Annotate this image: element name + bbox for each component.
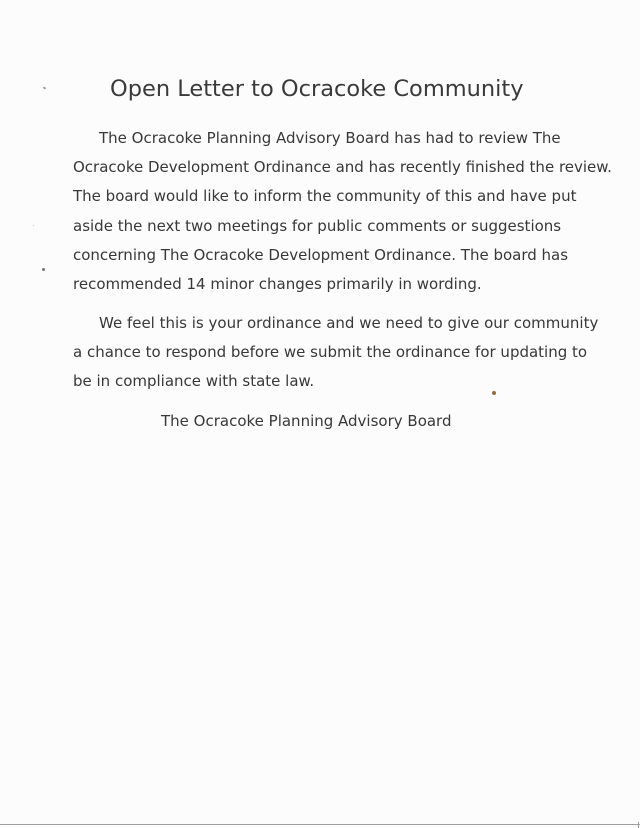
paragraph-line: a chance to respond before we submit the ordinance for updating to xyxy=(73,343,588,362)
paragraph-1 xyxy=(73,124,612,299)
paragraph-line: recommended 14 minor changes primarily in wording. xyxy=(73,275,482,294)
paragraph-line: concerning The Ocracoke Development Ordinance. The board has xyxy=(73,245,569,264)
scan-speck xyxy=(42,268,45,271)
scan-speck xyxy=(492,391,496,395)
paragraph-2 xyxy=(73,309,599,397)
signature: The Ocracoke Planning Advisory Board xyxy=(161,412,452,430)
paragraph-line: We feel this is your ordinance and we need to give our community xyxy=(99,314,599,332)
paragraph-line: The Ocracoke Planning Advisory Board has had to review The xyxy=(99,129,561,147)
paragraph-line: Ocracoke Development Ordinance and has recently finished the review. xyxy=(73,158,612,177)
scan-speck xyxy=(43,86,47,89)
scan-speck xyxy=(33,225,34,226)
letter-title: Open Letter to Ocracoke Community xyxy=(110,76,524,102)
paragraph-line: The board would like to inform the community of this and have put xyxy=(73,187,577,206)
page-bottom-edge xyxy=(0,824,640,825)
page-corner-mark xyxy=(638,822,639,828)
paragraph-line: aside the next two meetings for public comments or suggestions xyxy=(73,216,562,235)
paragraph-line: be in compliance with state law. xyxy=(73,372,315,391)
